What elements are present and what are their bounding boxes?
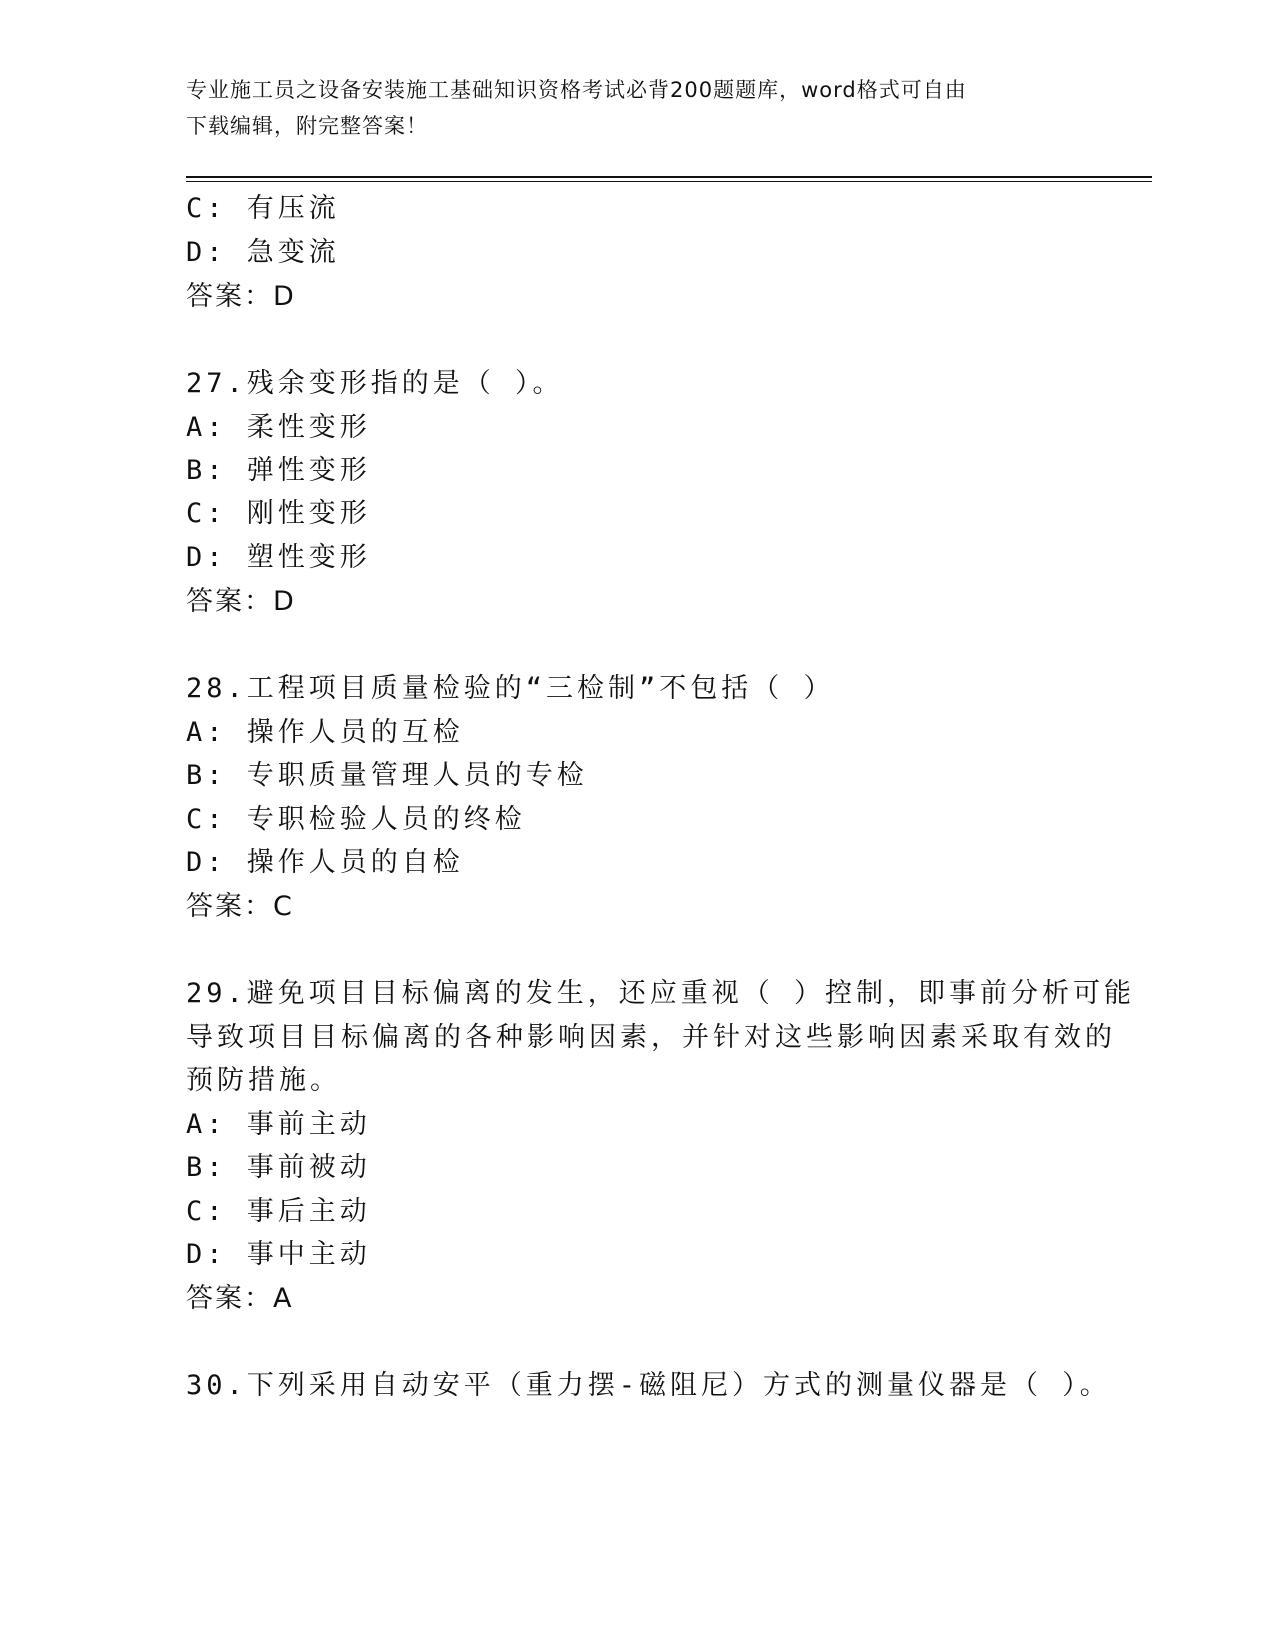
q27-option-b: B: 弹性变形	[186, 455, 371, 486]
q29-answer: 答案：A	[186, 1283, 294, 1314]
q29-option-d: D: 事中主动	[186, 1239, 371, 1270]
q29-option-b: B: 事前被动	[186, 1152, 371, 1183]
header-divider-thick	[186, 176, 1152, 178]
q28-option-b: B: 专职质量管理人员的专检	[186, 760, 588, 791]
header-title-line-1: 专业施工员之设备安装施工基础知识资格考试必背200题题库，word格式可自由	[186, 78, 967, 102]
header-title-line-2: 下载编辑，附完整答案！	[186, 114, 428, 138]
q28-option-c: C: 专职检验人员的终检	[186, 804, 526, 835]
q26-option-c: C: 有压流	[186, 193, 340, 224]
q27-answer: 答案：D	[186, 586, 296, 617]
q27-stem: 27.残余变形指的是（ ）。	[186, 368, 564, 399]
q27-option-d: D: 塑性变形	[186, 542, 371, 573]
q28-option-d: D: 操作人员的自检	[186, 847, 464, 878]
q28-answer: 答案：C	[186, 891, 294, 922]
q29-stem-line-1: 29.避免项目目标偏离的发生，还应重视（ ）控制，即事前分析可能	[186, 978, 1136, 1009]
q27-option-c: C: 刚性变形	[186, 498, 371, 529]
q28-option-a: A: 操作人员的互检	[186, 717, 464, 748]
header-divider-thin	[186, 181, 1152, 182]
q29-option-a: A: 事前主动	[186, 1109, 371, 1140]
q30-stem: 30.下列采用自动安平（重力摆-磁阻尼）方式的测量仪器是（ ）。	[186, 1370, 1111, 1401]
q29-stem-line-2: 导致项目目标偏离的各种影响因素，并针对这些影响因素采取有效的	[186, 1022, 1116, 1053]
q26-option-d: D: 急变流	[186, 237, 340, 268]
q29-option-c: C: 事后主动	[186, 1196, 371, 1227]
q28-stem: 28.工程项目质量检验的“三检制”不包括（ ）	[186, 673, 835, 704]
q29-stem-line-3: 预防措施。	[186, 1065, 341, 1096]
document-header	[186, 72, 1066, 144]
q27-option-a: A: 柔性变形	[186, 412, 371, 443]
q26-answer: 答案：D	[186, 281, 296, 312]
